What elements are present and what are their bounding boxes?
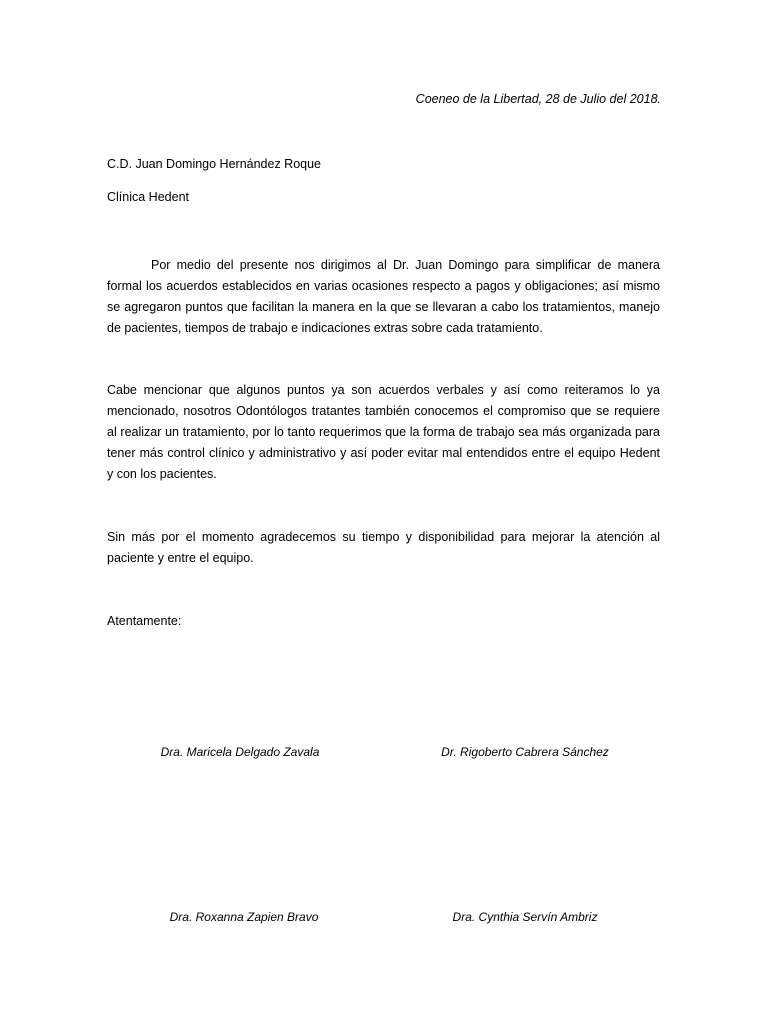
body-paragraph-2: Cabe mencionar que algunos puntos ya son acuerdos verbales y así como reiteramos lo ya mencionado, nosotros Odontólogos tratantes también conocemos el compromiso que se requiere al realizar un tratamiento, por lo tanto requerimos que la forma de trabajo sea más organizada para tener más control clínico y administrativo y así poder evitar mal entendidos entre el equipo Hedent y con los pacientes.: [107, 383, 660, 481]
recipient-name: C.D. Juan Domingo Hernández Roque: [107, 157, 322, 171]
signatory-1: Dra. Maricela Delgado Zavala: [160, 745, 320, 759]
body-paragraph-1: Por medio del presente nos dirigimos al Dr. Juan Domingo para simplificar de manera formal los acuerdos establecidos en varias ocasiones respecto a pagos y obligaciones; así mismo se agregaron puntos que facilitan la manera en la que se llevaran a cabo los tratamientos, manejo de pacientes, tiempos de trabajo e indicaciones extras sobre cada tratamiento.: [107, 258, 660, 335]
signatory-4: Dra. Cynthia Servín Ambriz: [452, 910, 598, 924]
recipient-organization: Clínica Hedent: [107, 190, 189, 204]
closing-salutation: Atentamente:: [107, 614, 182, 628]
body-paragraph-3: Sin más por el momento agradecemos su tiempo y disponibilidad para mejorar la atención al paciente y entre el equipo.: [107, 530, 660, 565]
signatory-3: Dra. Roxanna Zapien Bravo: [169, 910, 319, 924]
signatory-2: Dr. Rigoberto Cabrera Sánchez: [441, 745, 609, 759]
letter-date: Coeneo de la Libertad, 28 de Julio del 2018.: [415, 92, 661, 106]
